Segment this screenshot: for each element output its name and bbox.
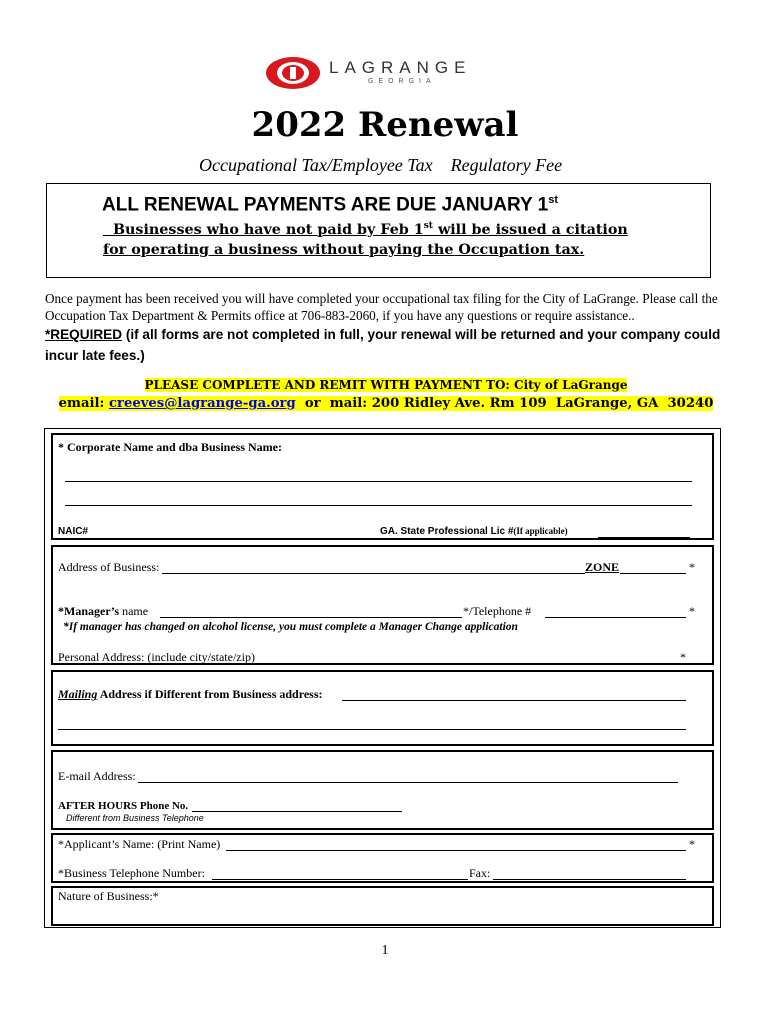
mailing-field[interactable] [342, 700, 686, 701]
biz-phone-label: *Business Telephone Number: [58, 866, 205, 880]
due-heading: ALL RENEWAL PAYMENTS ARE DUE JANUARY 1st [102, 194, 559, 216]
email-label: E-mail Address: [58, 769, 136, 783]
required-star: * [689, 604, 695, 618]
applicant-label: *Applicant’s Name: (Print Name) [58, 837, 221, 851]
citation-warning: Businesses who have not paid by Feb 1st will be issued a citation [103, 221, 628, 238]
remit-contact: email: creeves@lagrange-ga.org or mail: 200 Ridley Ave. Rm 109 LaGrange, GA 30240 [58, 396, 714, 411]
corp-name-label: * Corporate Name and dba Business Name: [58, 440, 283, 454]
email-field[interactable] [138, 782, 678, 783]
logo-subtext: GEORGIA [368, 78, 436, 85]
page-number: 1 [381, 943, 389, 958]
citation-warning-line2: for operating a business without paying the Occupation tax. [103, 242, 585, 258]
page-subtitle: Occupational Tax/Employee Tax Regulatory Fee [199, 155, 563, 175]
nature-label: Nature of Business:* [58, 889, 159, 903]
personal-address-label: Personal Address: (include city/state/zip) [58, 650, 255, 664]
corp-name-field-2[interactable] [65, 505, 692, 506]
city-logo [265, 56, 515, 92]
corp-name-field[interactable] [65, 481, 692, 482]
logo-wordmark: LAGRANGE [329, 58, 472, 77]
mailing-section [51, 670, 714, 746]
remit-instructions: PLEASE COMPLETE AND REMIT WITH PAYMENT TO: City of LaGrange [144, 378, 628, 392]
manager-label: *Manager’s name [58, 604, 152, 618]
manager-name-field[interactable] [160, 617, 462, 618]
lic-label: GA. State Professional Lic #(If applicable) [380, 526, 568, 537]
due-notice-box [46, 183, 711, 278]
zone-field[interactable] [620, 573, 686, 574]
required-notice: *REQUIRED (if all forms are not completed in full, your renewal will be returned and your company could incur late fees.) [45, 327, 721, 363]
after-hours-label: AFTER HOURS Phone No. [58, 800, 189, 812]
manager-note: *If manager has changed on alcohol license, you must complete a Manager Change application [63, 621, 518, 633]
address-field[interactable] [162, 573, 585, 574]
manager-phone-label: */Telephone # [463, 604, 532, 618]
required-star: * [680, 650, 686, 664]
remit-email-link[interactable]: creeves@lagrange-ga.org [108, 396, 296, 411]
lic-field[interactable] [598, 537, 690, 538]
applicant-field[interactable] [226, 850, 686, 851]
naic-label: NAIC# [58, 526, 89, 537]
mailing-field-2[interactable] [58, 729, 686, 730]
required-star: * [689, 837, 695, 851]
personal-address-field[interactable] [268, 663, 678, 664]
fax-label: Fax: [469, 866, 491, 880]
biz-phone-field[interactable] [212, 879, 468, 880]
intro-paragraph: Once payment has been received you will have completed your occupational tax filing for the City of LaGrange. Please call the Occupation Tax Department & Permits office at 706-883-2060, if you have any questions or require assistance.. [45, 291, 718, 323]
zone-label: ZONE [585, 560, 620, 574]
mailing-label: Mailing Address if Different from Business address: [58, 687, 326, 701]
address-label: Address of Business: [58, 560, 160, 574]
after-hours-field[interactable] [192, 811, 402, 812]
page-title: 2022 Renewal [251, 105, 519, 145]
fax-field[interactable] [493, 879, 686, 880]
manager-phone-field[interactable] [545, 617, 686, 618]
lagrange-seal-icon [265, 56, 321, 90]
required-star: * [689, 560, 695, 574]
after-hours-note: Different from Business Telephone [66, 813, 204, 823]
